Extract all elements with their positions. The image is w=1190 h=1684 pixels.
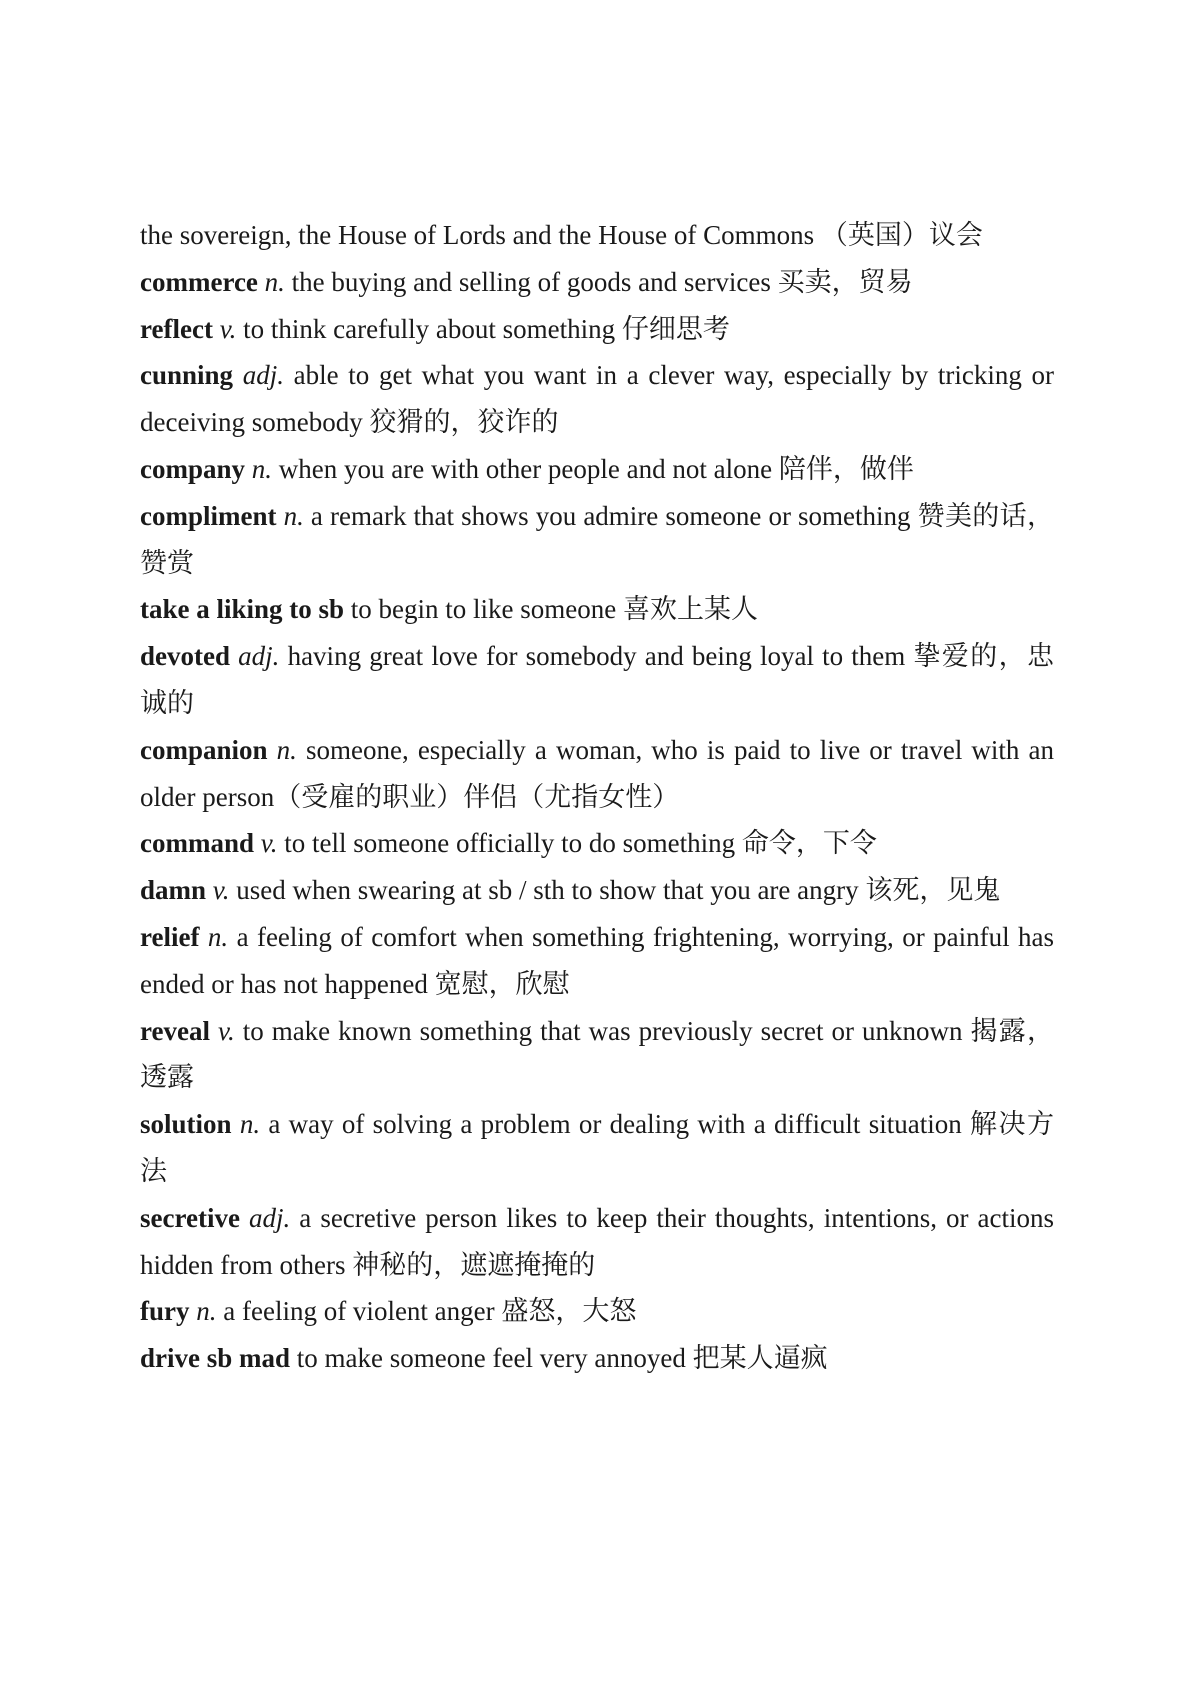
entry-definition: having great love for somebody and being loyal to them 挚爱的，忠诚的 <box>140 641 1055 718</box>
entry-definition: able to get what you want in a clever way, especially by tricking or deceiving somebody 狡猾的，狡诈的 <box>140 360 1055 438</box>
vocabulary-list <box>140 212 1054 1382</box>
entry-definition: used when swearing at sb / sth to show that you are angry 该死，见鬼 <box>236 875 1001 906</box>
vocab-entry <box>140 1195 1054 1289</box>
entry-definition: when you are with other people and not alone 陪伴，做伴 <box>278 453 914 484</box>
entry-term: solution <box>140 1109 232 1140</box>
entry-term: fury <box>140 1296 190 1327</box>
entry-definition: to begin to like someone 喜欢上某人 <box>350 594 758 625</box>
entry-term: take a liking to sb <box>140 594 345 625</box>
entry-definition: a feeling of violent anger 盛怒，大怒 <box>223 1296 637 1327</box>
entry-part-of-speech: v. <box>212 875 230 906</box>
vocab-entry <box>140 914 1054 1008</box>
vocab-entry <box>140 306 1054 353</box>
entry-term: reflect <box>140 313 213 344</box>
entry-definition: a secretive person likes to keep their thoughts, intentions, or actions hidden from others 神秘的，遮遮掩掩的 <box>140 1202 1055 1280</box>
entry-term: company <box>140 453 246 484</box>
entry-definition: to tell someone officially to do something 命令，下令 <box>284 828 877 859</box>
vocab-entry <box>140 1101 1054 1195</box>
vocab-entry <box>140 493 1054 587</box>
vocab-entry <box>140 727 1054 821</box>
entry-part-of-speech: v. <box>260 828 278 859</box>
vocab-entry <box>140 1008 1054 1102</box>
vocab-entry <box>140 259 1054 306</box>
entry-part-of-speech: adj. <box>242 360 284 391</box>
vocab-entry <box>140 820 1054 867</box>
entry-term: command <box>140 828 254 859</box>
vocab-entry <box>140 446 1054 493</box>
vocab-entry <box>140 212 1054 259</box>
entry-term: compliment <box>140 500 277 531</box>
entry-term: drive sb mad <box>140 1343 291 1374</box>
entry-term: devoted <box>140 641 230 672</box>
entry-part-of-speech: n. <box>251 453 273 484</box>
entry-part-of-speech: n. <box>264 266 285 297</box>
entry-part-of-speech: v. <box>217 1015 235 1046</box>
entry-definition: someone, especially a woman, who is paid to live or travel with an older person（受雇的职业）伴侣（尤指女性） <box>140 734 1055 812</box>
entry-definition: a remark that shows you admire someone or something 赞美的话，赞赏 <box>140 500 1054 578</box>
entry-definition: the sovereign, the House of Lords and the House of Commons （英国）议会 <box>140 220 983 250</box>
entry-definition: to make someone feel very annoyed 把某人逼疯 <box>296 1343 828 1374</box>
entry-definition: to think carefully about something 仔细思考 <box>243 313 730 344</box>
entry-term: cunning <box>140 360 234 391</box>
entry-part-of-speech: adj. <box>238 641 280 672</box>
entry-term: secretive <box>140 1202 240 1233</box>
entry-term: reveal <box>140 1015 210 1046</box>
entry-part-of-speech: n. <box>276 734 297 765</box>
entry-definition: a feeling of comfort when something frightening, worrying, or painful has ended or has not happened 宽慰，欣慰 <box>140 921 1055 999</box>
entry-definition: a way of solving a problem or dealing with a difficult situation 解决方法 <box>140 1109 1055 1186</box>
entry-part-of-speech: n. <box>283 500 304 531</box>
entry-term: companion <box>140 734 268 765</box>
entry-part-of-speech: adj. <box>248 1202 291 1233</box>
vocab-entry <box>140 1288 1054 1335</box>
vocab-entry <box>140 352 1054 446</box>
entry-part-of-speech: n. <box>207 921 229 952</box>
entry-part-of-speech: n. <box>196 1296 217 1327</box>
entry-part-of-speech: v. <box>219 313 237 344</box>
vocab-entry <box>140 633 1054 727</box>
vocab-entry <box>140 867 1054 914</box>
entry-term: commerce <box>140 266 258 297</box>
vocab-entry <box>140 586 1054 633</box>
entry-definition: the buying and selling of goods and services 买卖，贸易 <box>291 266 913 297</box>
entry-term: damn <box>140 875 207 906</box>
vocab-entry <box>140 1335 1054 1382</box>
entry-term: relief <box>140 921 200 952</box>
entry-part-of-speech: n. <box>239 1109 261 1140</box>
entry-definition: to make known something that was previously secret or unknown 揭露，透露 <box>140 1015 1055 1093</box>
